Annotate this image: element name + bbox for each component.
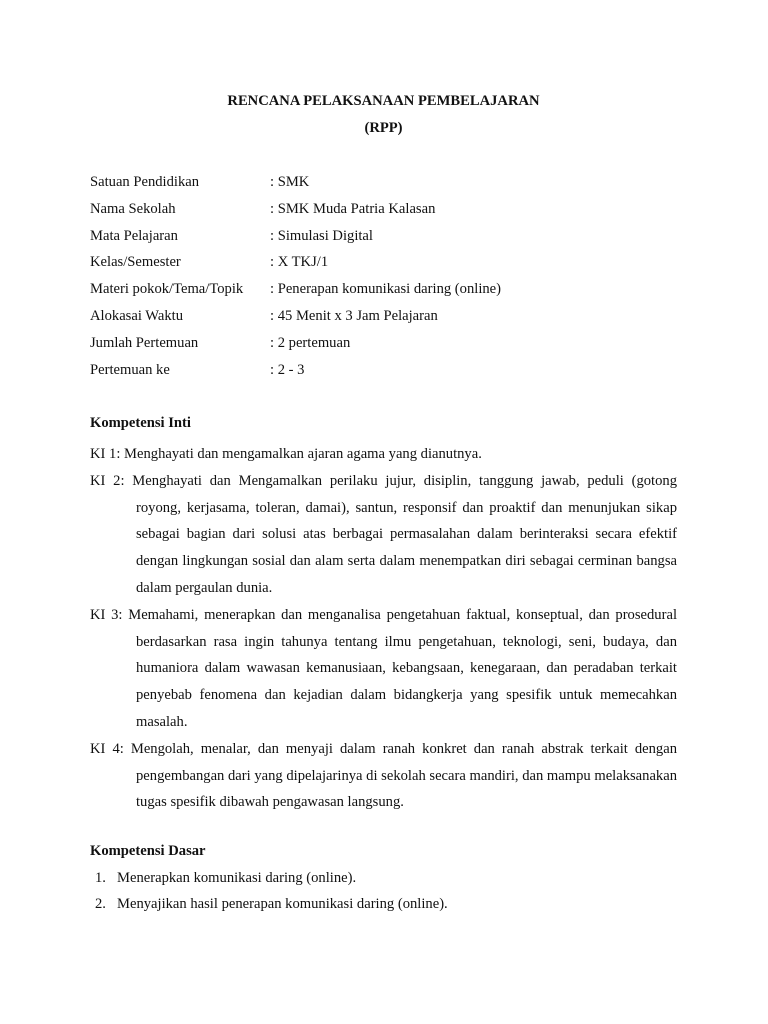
identity-label: Pertemuan ke bbox=[90, 361, 170, 378]
kd-text: Menerapkan komunikasi daring (online). bbox=[117, 870, 357, 886]
identity-row bbox=[90, 307, 677, 334]
ki-item: KI 2: Menghayati dan Mengamalkan perilaku jujur, disiplin, tanggung jawab, peduli (gotong royong, kerjasama, toleran, damai), santun, responsif dan proaktif dan menunjukan sikap sebagai bagian dari solusi atas berbagai permasalahan dalam berinteraksi secara efektif dengan lingkungan sosial dan alam serta dalam menempatkan diri sebagai cerminan bangsa dalam pergaulan dunia. bbox=[90, 472, 677, 596]
identity-row bbox=[90, 361, 677, 388]
identity-label: Kelas/Semester bbox=[90, 254, 181, 271]
kd-item bbox=[90, 869, 677, 895]
identity-value: : X TKJ/1 bbox=[270, 254, 329, 271]
document-subtitle: (RPP) bbox=[364, 120, 403, 136]
identity-row bbox=[90, 200, 677, 227]
kd-text: Menyajikan hasil penerapan komunikasi daring (online). bbox=[117, 895, 448, 912]
kompetensi-inti-list bbox=[90, 441, 677, 816]
ki-item: KI 4: Mengolah, menalar, dan menyaji dalam ranah konkret dan ranah abstrak terkait dengan pengembangan dari yang dipelajarinya di sekolah secara mandiri, dan mampu melaksanakan tugas spesifik dibawah pengawasan langsung. bbox=[90, 740, 677, 811]
identity-row bbox=[90, 334, 677, 361]
identity-value: : Penerapan komunikasi daring (online) bbox=[270, 281, 502, 298]
identity-value: : SMK Muda Patria Kalasan bbox=[270, 200, 436, 217]
identity-row bbox=[90, 173, 677, 200]
identity-label: Alokasai Waktu bbox=[90, 307, 183, 324]
document-title: RENCANA PELAKSANAAN PEMBELAJARAN bbox=[227, 93, 540, 109]
kd-item bbox=[90, 895, 677, 921]
identity-value: : 2 pertemuan bbox=[270, 334, 351, 351]
identity-value: : 2 - 3 bbox=[270, 361, 305, 378]
identity-value: : 45 Menit x 3 Jam Pelajaran bbox=[270, 307, 438, 324]
kd-number: 1. bbox=[95, 870, 106, 886]
identity-label: Mata Pelajaran bbox=[90, 227, 178, 244]
identity-table bbox=[90, 173, 677, 387]
identity-label: Materi pokok/Tema/Topik bbox=[90, 281, 244, 298]
ki-item: KI 1: Menghayati dan mengamalkan ajaran agama yang dianutnya. bbox=[90, 446, 482, 462]
ki-item: KI 3: Memahami, menerapkan dan menganalisa pengetahuan faktual, konseptual, dan prosedural berdasarkan rasa ingin tahunya tentang ilmu pengetahuan, teknologi, seni, budaya, dan humaniora dalam wawasan kemanusiaan, kebangsaan, kenegaraan, dan peradaban terkait penyebab fenomena dan kejadian dalam bidangkerja yang spesifik untuk memecahkan masalah. bbox=[90, 606, 677, 730]
identity-row bbox=[90, 227, 677, 254]
identity-value: : Simulasi Digital bbox=[270, 227, 373, 244]
kd-number: 2. bbox=[95, 895, 106, 912]
kompetensi-inti-heading: Kompetensi Inti bbox=[90, 415, 191, 431]
identity-row bbox=[90, 280, 677, 307]
identity-label: Jumlah Pertemuan bbox=[90, 334, 199, 351]
identity-label: Nama Sekolah bbox=[90, 200, 176, 217]
identity-value: : SMK bbox=[270, 174, 310, 190]
identity-label: Satuan Pendidikan bbox=[90, 174, 200, 190]
kompetensi-dasar-list bbox=[90, 869, 677, 920]
identity-row bbox=[90, 253, 677, 280]
kompetensi-dasar-heading: Kompetensi Dasar bbox=[90, 843, 206, 859]
